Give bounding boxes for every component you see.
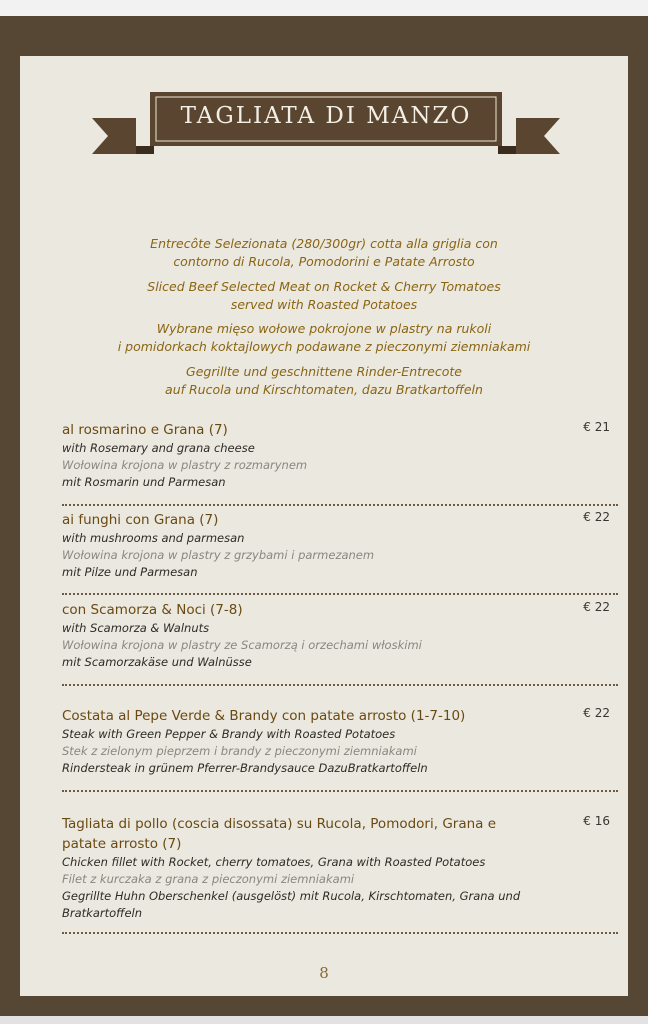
item-price: € 21: [583, 420, 610, 434]
item-german: mit Pilze und Parmesan: [62, 565, 198, 579]
description-line: contorno di Rucola, Pomodorini e Patate Arrosto: [173, 254, 475, 269]
item-polish: Wołowina krojona w plastry z grzybami i parmezanem: [62, 548, 375, 562]
description-line: i pomidorkach koktajlowych podawane z pieczonymi ziemniakami: [117, 339, 531, 354]
item-price: € 16: [583, 814, 610, 828]
item-name: Costata al Pepe Verde & Brandy con patate arrosto (1-7-10): [62, 708, 466, 724]
description-line: Sliced Beef Selected Meat on Rocket & Cherry Tomatoes: [147, 279, 501, 294]
description-line: Gegrillte und geschnittene Rinder-Entrecote: [186, 364, 462, 379]
menu-item: [62, 420, 610, 491]
dotted-divider: [62, 504, 618, 506]
menu-page-frame: [0, 16, 648, 1016]
menu-item: [62, 510, 610, 581]
description-line: served with Roasted Potatoes: [230, 297, 418, 312]
item-english: Chicken fillet with Rocket, cherry tomatoes, Grana with Roasted Potatoes: [62, 855, 486, 869]
item-german: mit Scamorzakäse und Walnüsse: [62, 655, 252, 669]
top-strip: [0, 0, 648, 16]
description-italian: [80, 235, 568, 271]
item-price: € 22: [583, 510, 610, 524]
item-english: Steak with Green Pepper & Brandy with Roasted Potatoes: [62, 727, 396, 741]
item-german: Gegrillte Huhn Oberschenkel (ausgelöst) mit Rucola, Kirschtomaten, Grana und Bratkartoffeln: [62, 889, 521, 920]
dotted-divider: [62, 593, 618, 595]
description-line: Wybrane mięso wołowe pokrojone w plastry na rukoli: [156, 321, 492, 336]
dotted-divider: [62, 684, 618, 686]
title-banner: [92, 84, 560, 164]
item-polish: Stek z zielonym pieprzem i brandy z pieczonymi ziemniakami: [62, 744, 417, 758]
menu-item: [62, 814, 610, 922]
menu-item: [62, 706, 610, 777]
item-name: ai funghi con Grana (7): [62, 512, 219, 528]
dotted-divider: [62, 932, 618, 934]
item-price: € 22: [583, 600, 610, 614]
item-name: con Scamorza & Noci (7-8): [62, 602, 243, 618]
menu-item: [62, 600, 610, 671]
description-line: auf Rucola und Kirschtomaten, dazu Bratkartoffeln: [165, 382, 483, 397]
description-english: [80, 278, 568, 314]
item-name: Tagliata di pollo (coscia disossata) su Rucola, Pomodori, Grana e patate arrosto (7): [62, 816, 497, 852]
item-polish: Wołowina krojona w plastry z rozmarynem: [62, 458, 308, 472]
item-polish: Filet z kurczaka z grana z pieczonymi ziemniakami: [62, 872, 355, 886]
description-line: Entrecôte Selezionata (280/300gr) cotta alla griglia con: [150, 236, 498, 251]
item-english: with mushrooms and parmesan: [62, 531, 245, 545]
dotted-divider: [62, 790, 618, 792]
description-german: [80, 363, 568, 399]
description-polish: [80, 320, 568, 356]
item-price: € 22: [583, 706, 610, 720]
page-number: 8: [319, 964, 329, 982]
item-polish: Wołowina krojona w plastry ze Scamorzą i orzechami włoskimi: [62, 638, 422, 652]
menu-page: [20, 56, 628, 996]
item-german: Rindersteak in grünem Pferrer-Brandysauce DazuBratkartoffeln: [62, 761, 428, 775]
item-english: with Rosemary and grana cheese: [62, 441, 255, 455]
item-name: al rosmarino e Grana (7): [62, 422, 228, 438]
page-title: TAGLIATA DI MANZO: [180, 103, 472, 129]
item-german: mit Rosmarin und Parmesan: [62, 475, 226, 489]
bottom-strip: [0, 1016, 648, 1024]
item-english: with Scamorza & Walnuts: [62, 621, 210, 635]
